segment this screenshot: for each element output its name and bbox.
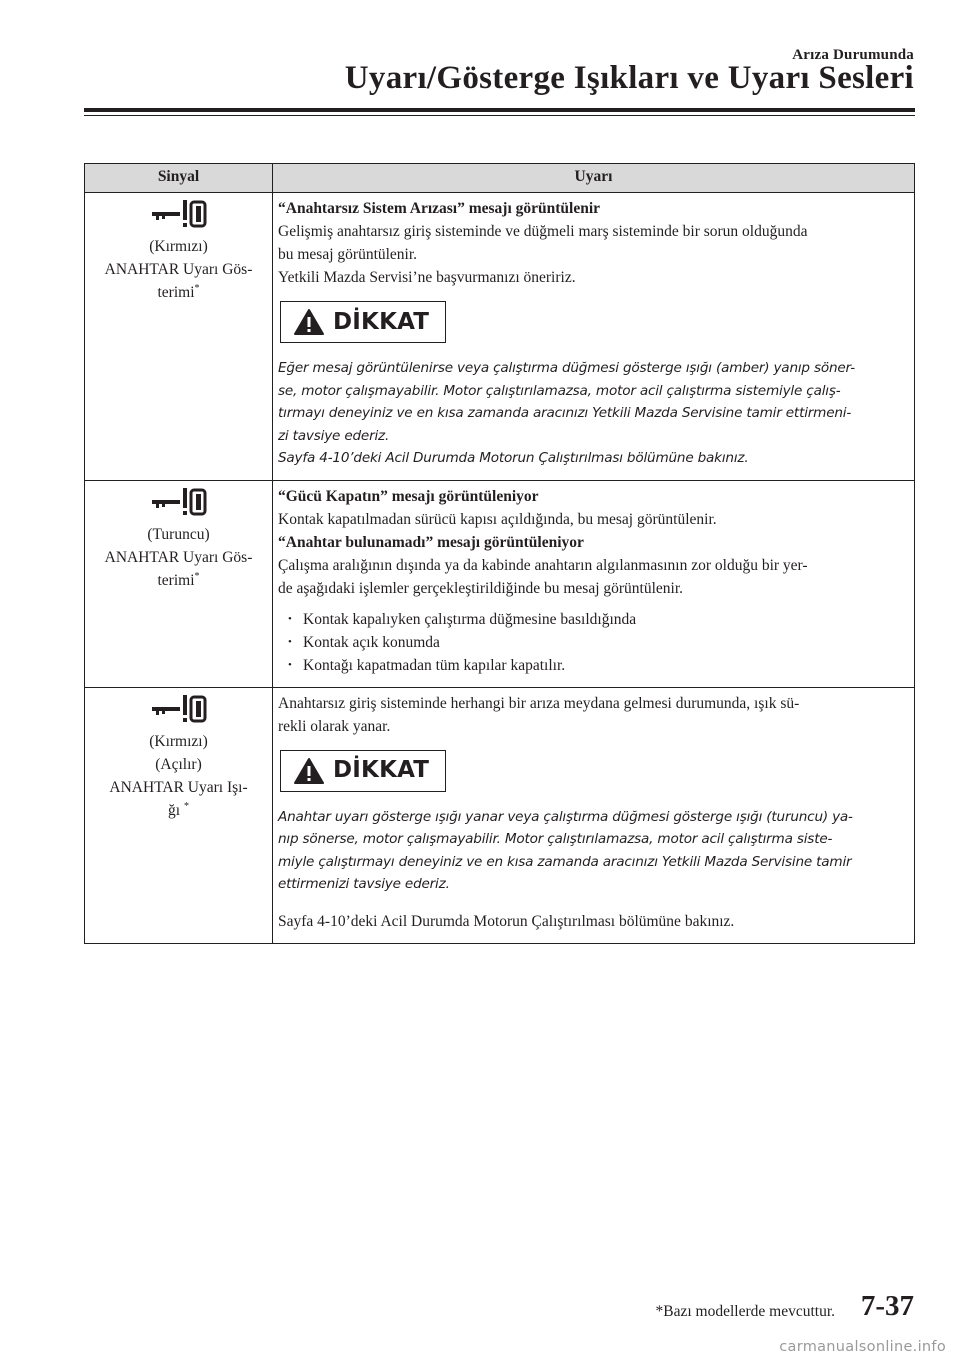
page-title: Uyarı/Gösterge Işıkları ve Uyarı Sesleri	[344, 60, 914, 96]
note-line: Sayfa 4-10’deki Acil Durumda Motorun Çalıştırılması bölümüne bakınız.	[278, 450, 749, 466]
list-item: • Kontak kapalıyken çalıştırma düğmesine basıldığında	[278, 608, 906, 631]
note-line: miyle çalıştırmayı deneyiniz ve en kısa zamanda aracınızı Yetkili Mazda Servisine tamir	[278, 853, 852, 870]
section-label: Arıza Durumunda	[792, 47, 914, 63]
note-line: tırmayı deneyiniz ve en kısa zamanda aracınızı Yetkili Mazda Servisine tamir ettirmeni-	[278, 405, 852, 421]
condition-list	[278, 608, 906, 677]
warning-cell	[273, 193, 915, 481]
note-line: ettirmenizi tavsiye ederiz.	[278, 876, 450, 892]
text-line: bu mesaj görüntülenir.	[278, 246, 418, 263]
column-header-signal: Sinyal	[85, 164, 273, 193]
signal-name: ANAHTAR Uyarı Gös-	[104, 261, 253, 278]
table-row	[85, 193, 915, 481]
availability-mark: *	[194, 570, 200, 582]
warning-cell	[273, 687, 915, 943]
caution-box	[280, 301, 446, 343]
key-warning-icon	[150, 694, 208, 724]
header-rule-thin	[84, 115, 915, 116]
text-line: de aşağıdaki işlemler gerçekleştirildiğinde bu mesaj görüntülenir.	[278, 579, 684, 597]
signal-state: (Açılır)	[155, 755, 202, 773]
list-item: • Kontağı kapatmadan tüm kapılar kapatılır.	[278, 654, 906, 677]
key-warning-icon	[150, 487, 208, 517]
message-heading: “Gücü Kapatın” mesajı görüntüleniyor	[278, 487, 539, 505]
text-line: Çalışma aralığının dışında ya da kabinde anahtarın algılanmasının zor olduğu bir yer-	[278, 556, 808, 574]
text-line: Kontak kapatılmadan sürücü kapısı açıldığında, bu mesaj görüntülenir.	[278, 510, 717, 528]
key-warning-icon	[150, 199, 208, 229]
text-line: rekli olarak yanar.	[278, 717, 391, 735]
signal-cell	[85, 480, 273, 687]
signal-cell	[85, 687, 273, 943]
caution-label: DİKKAT	[333, 757, 430, 783]
list-item: • Kontak açık konumda	[278, 631, 906, 654]
text-line: Anahtarsız giriş sisteminde herhangi bir arıza meydana gelmesi durumunda, ışık sü-	[278, 694, 800, 712]
footnote: *Bazı modellerde mevcuttur.	[655, 1303, 835, 1320]
column-header-warning: Uyarı	[273, 164, 915, 193]
availability-mark: *	[183, 800, 189, 812]
signal-color: (Turuncu)	[147, 525, 210, 543]
note-line: Eğer mesaj görüntülenirse veya çalıştırma düğmesi gösterge ışığı (amber) yanıp söner-	[278, 360, 855, 376]
signal-cell	[85, 193, 273, 481]
warning-triangle-icon	[293, 308, 325, 336]
table-header-row	[85, 164, 915, 193]
signal-color: (Kırmızı)	[149, 732, 208, 750]
caution-box	[280, 750, 446, 792]
signal-name: ANAHTAR Uyarı Işı-	[109, 778, 248, 796]
header-rule	[84, 108, 915, 112]
page-reference: Sayfa 4-10’deki Acil Durumda Motorun Çalıştırılması bölümüne bakınız.	[278, 912, 735, 930]
note-line: nıp sönerse, motor çalışmayabilir. Motor çalıştırılamazsa, motor acil çalıştırma siste-	[278, 831, 833, 847]
signal-name-cont: terimi	[157, 571, 195, 589]
note-line: zi tavsiye ederiz.	[278, 427, 390, 444]
table-row	[85, 687, 915, 943]
caution-note	[278, 357, 906, 470]
signal-name-cont: ğı	[168, 801, 184, 819]
signal-name: ANAHTAR Uyarı Gös-	[104, 548, 253, 566]
note-line: se, motor çalışmayabilir. Motor çalıştırılamazsa, motor acil çalıştırma sistemiyle çalış-	[278, 382, 841, 399]
text-line: Yetkili Mazda Servisi’ne başvurmanızı öneririz.	[278, 269, 576, 286]
note-line: Anahtar uyarı gösterge ışığı yanar veya çalıştırma düğmesi gösterge ışığı (turuncu) ya-	[278, 808, 853, 825]
text-line: Gelişmiş anahtarsız giriş sisteminde ve düğmeli marş sisteminde bir sorun olduğunda	[278, 223, 808, 240]
message-heading: “Anahtar bulunamadı” mesajı görüntüleniyor	[278, 533, 584, 551]
table-row	[85, 480, 915, 687]
availability-mark: *	[194, 282, 200, 294]
page-number: 7-37	[860, 1290, 914, 1322]
signal-color: (Kırmızı)	[149, 238, 208, 255]
caution-label: DİKKAT	[333, 308, 430, 335]
watermark: carmanualsonline.info	[779, 1339, 946, 1355]
signal-name-cont: terimi	[157, 284, 195, 301]
warning-triangle-icon	[293, 757, 325, 785]
message-heading: “Anahtarsız Sistem Arızası” mesajı görüntülenir	[278, 200, 601, 217]
warning-table	[84, 163, 915, 944]
warning-cell	[273, 480, 915, 687]
caution-note	[278, 806, 906, 896]
